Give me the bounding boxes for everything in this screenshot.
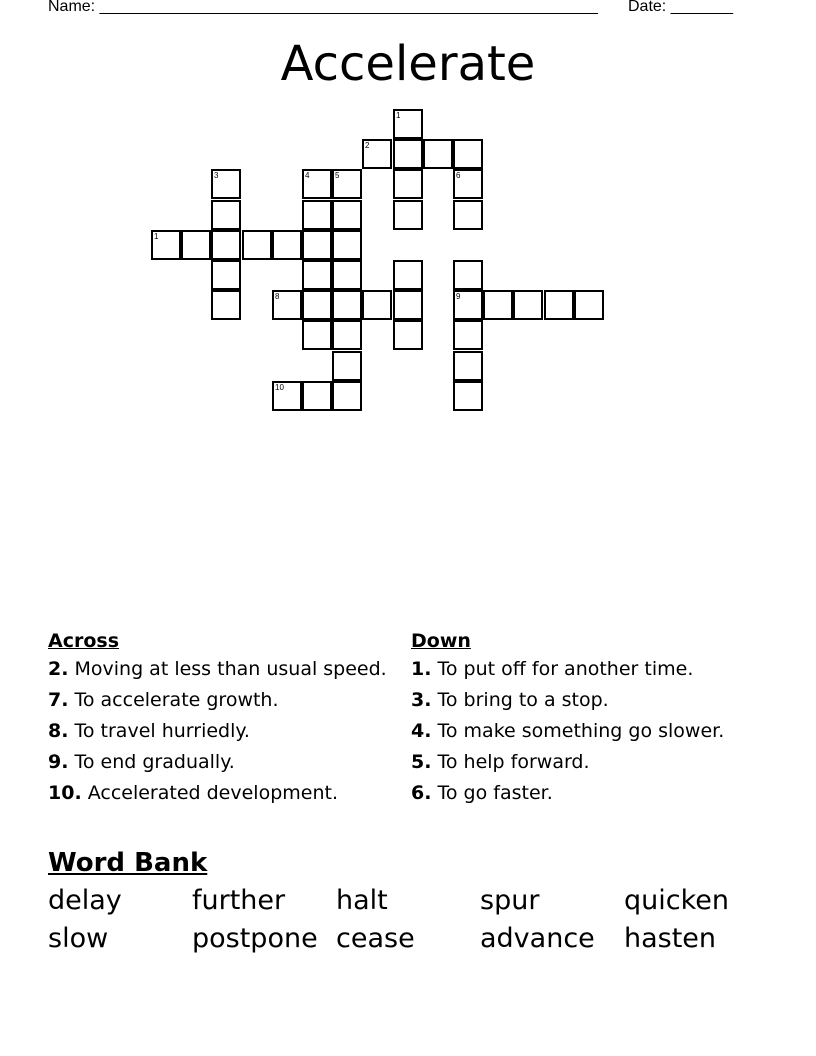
clue-number: 1: [154, 232, 159, 241]
crossword-cell[interactable]: [453, 320, 483, 350]
name-field: Name: ________________________________________________________: [48, 0, 598, 15]
crossword-cell[interactable]: [181, 230, 211, 260]
page-title: Accelerate: [280, 36, 536, 92]
crossword-cell[interactable]: [211, 169, 241, 199]
down-clues: [411, 630, 756, 813]
word-bank-item: postpone: [192, 923, 318, 954]
crossword-cell[interactable]: [453, 200, 483, 230]
crossword-cell[interactable]: [393, 290, 423, 320]
crossword-cell[interactable]: [332, 260, 362, 290]
crossword-cell[interactable]: [453, 139, 483, 169]
crossword-cell[interactable]: [362, 139, 392, 169]
crossword-cell[interactable]: [332, 290, 362, 320]
crossword-cell[interactable]: [211, 290, 241, 320]
crossword-cell[interactable]: [393, 260, 423, 290]
clue-number: 4: [305, 171, 310, 180]
clue-across-7: 7. To accelerate growth.: [48, 689, 279, 711]
crossword-cell[interactable]: [272, 290, 302, 320]
crossword-cell[interactable]: [211, 260, 241, 290]
clue-across-10: 10. Accelerated development.: [48, 782, 339, 804]
crossword-cell[interactable]: [453, 381, 483, 411]
clue-number: 2: [365, 141, 370, 150]
crossword-cell[interactable]: [453, 351, 483, 381]
clue-down-4: 4. To make something go slower.: [411, 720, 725, 742]
clue-number: 8: [275, 292, 280, 301]
clue-down-3: 3. To bring to a stop.: [411, 689, 609, 711]
word-bank-item: halt: [336, 885, 388, 916]
word-bank-item: further: [192, 885, 286, 916]
word-bank-item: quicken: [624, 885, 729, 916]
crossword-cell[interactable]: [332, 320, 362, 350]
crossword-cell[interactable]: [272, 230, 302, 260]
crossword-cell[interactable]: [302, 381, 332, 411]
clue-across-8: 8. To travel hurriedly.: [48, 720, 250, 742]
crossword-cell[interactable]: [302, 290, 332, 320]
clue-number: 3: [214, 171, 219, 180]
word-bank: [48, 884, 768, 956]
date-field: Date: _______: [628, 0, 733, 15]
crossword-cell[interactable]: [332, 351, 362, 381]
crossword-cell[interactable]: [362, 290, 392, 320]
crossword-cell[interactable]: [423, 139, 453, 169]
crossword-cell[interactable]: [483, 290, 513, 320]
crossword-cell[interactable]: [332, 381, 362, 411]
crossword-cell[interactable]: [393, 320, 423, 350]
crossword-cell[interactable]: [453, 260, 483, 290]
word-bank-item: hasten: [624, 923, 717, 954]
clue-number: 5: [335, 171, 340, 180]
crossword-cell[interactable]: [574, 290, 604, 320]
crossword-cell[interactable]: [302, 260, 332, 290]
crossword-cell[interactable]: [393, 109, 423, 139]
crossword-cell[interactable]: [544, 290, 574, 320]
word-bank-item: spur: [480, 885, 540, 916]
across-clues: [48, 630, 393, 813]
crossword-cell[interactable]: [302, 169, 332, 199]
crossword-grid: [0, 0, 816, 420]
clue-down-1: 1. To put off for another time.: [411, 658, 694, 680]
crossword-cell[interactable]: [151, 230, 181, 260]
clue-number: 1: [396, 111, 401, 120]
across-heading: Across: [48, 630, 120, 652]
clue-number: 6: [456, 171, 461, 180]
crossword-cell[interactable]: [332, 200, 362, 230]
clue-number: 10: [275, 383, 284, 392]
clue-down-6: 6. To go faster.: [411, 782, 553, 804]
word-bank-item: cease: [336, 923, 415, 954]
word-bank-item: advance: [480, 923, 595, 954]
word-bank-item: delay: [48, 885, 122, 916]
crossword-cell[interactable]: [332, 230, 362, 260]
crossword-cell[interactable]: [272, 381, 302, 411]
crossword-cell[interactable]: [453, 290, 483, 320]
crossword-cell[interactable]: [302, 230, 332, 260]
crossword-cell[interactable]: [211, 200, 241, 230]
crossword-cell[interactable]: [513, 290, 543, 320]
crossword-cell[interactable]: [393, 200, 423, 230]
crossword-cell[interactable]: [393, 169, 423, 199]
crossword-cell[interactable]: [453, 169, 483, 199]
crossword-cell[interactable]: [393, 139, 423, 169]
clue-across-9: 9. To end gradually.: [48, 751, 235, 773]
word-bank-heading: Word Bank: [48, 848, 208, 878]
clue-number: 9: [456, 292, 461, 301]
crossword-cell[interactable]: [302, 320, 332, 350]
crossword-cell[interactable]: [332, 169, 362, 199]
clue-across-2: 2. Moving at less than usual speed.: [48, 658, 387, 680]
down-heading: Down: [411, 630, 471, 652]
word-bank-item: slow: [48, 923, 109, 954]
clue-down-5: 5. To help forward.: [411, 751, 590, 773]
crossword-cell[interactable]: [211, 230, 241, 260]
crossword-cell[interactable]: [302, 200, 332, 230]
crossword-cell[interactable]: [242, 230, 272, 260]
